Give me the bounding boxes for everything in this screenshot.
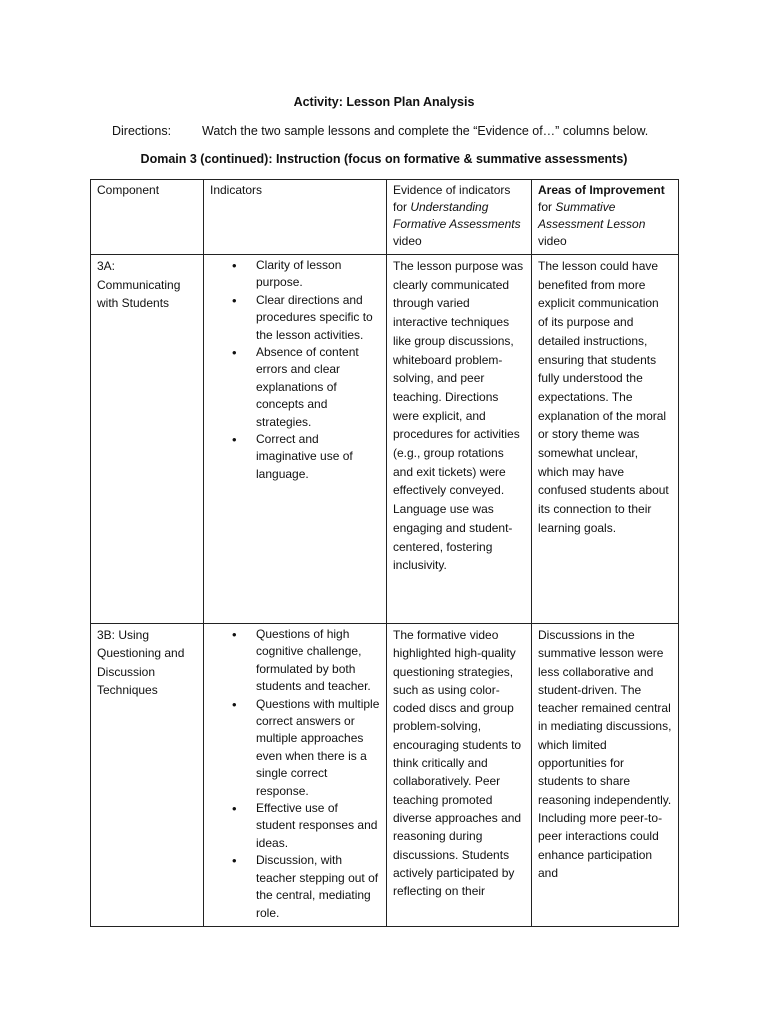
table-row <box>91 255 679 624</box>
indicator-item: • Questions with multiple correct answers or multiple approaches even when there is a single correct response. <box>256 696 380 800</box>
header-areas-italic: Summative Assessment Lesson <box>538 200 646 231</box>
header-indicators: Indicators <box>204 180 387 255</box>
evidence-cell: The lesson purpose was clearly communicated through varied interactive techniques like group discussions, whiteboard problem-solving, and peer teaching. Directions were explicit, and procedures for activities (e.g., group rotations and exit tickets) were effectively conveyed. Language use was engaging and student-centered, fostering inclusivity. <box>387 255 532 624</box>
header-component: Component <box>91 180 204 255</box>
evidence-cell: The formative video highlighted high-quality questioning strategies, such as using color-coded discs and group problem-solving, encouraging students to think critically and collaboratively. Peer teaching promoted diverse approaches and reasoning during discussions. Students actively participated by reflecting on their <box>387 624 532 927</box>
header-areas-post: video <box>538 234 567 248</box>
directions-text: Watch the two sample lessons and complete the “Evidence of…” columns below. <box>202 124 649 138</box>
header-evidence-italic: Understanding Formative Assessments <box>393 200 521 231</box>
directions-label: Directions: <box>112 124 172 138</box>
table-header-row <box>91 180 679 255</box>
header-evidence-pre: Evidence of indicators for <box>393 183 511 214</box>
improvement-cell: Discussions in the summative lesson were less collaborative and student-driven. The teacher remained central in mediating discussions, which limited opportunities for students to share reasoning independently. Including more peer-to-peer interactions could enhance participation and <box>532 624 679 927</box>
indicators-cell <box>204 255 387 624</box>
indicator-item: • Clarity of lesson purpose. <box>256 257 380 292</box>
table-row <box>91 624 679 927</box>
header-evidence-post: video <box>393 234 422 248</box>
indicator-item: • Clear directions and procedures specific to the lesson activities. <box>256 292 380 344</box>
directions <box>112 124 648 138</box>
indicator-item: • Correct and imaginative use of language. <box>256 431 380 483</box>
header-areas-pre: for <box>538 200 556 214</box>
indicator-list <box>210 257 380 483</box>
improvement-cell: The lesson could have benefited from more explicit communication of its purpose and detailed instructions, ensuring that students fully understood the expectations. The explanation of the moral or story theme was somewhat unclear, which may have confused students about its connection to their learning goals. <box>532 255 679 624</box>
header-areas-bold: Areas of Improvement <box>538 183 665 197</box>
domain-heading: Domain 3 (continued): Instruction (focus on formative & summative assessments) <box>140 152 628 166</box>
indicators-cell <box>204 624 387 927</box>
indicator-item: • Effective use of student responses and ideas. <box>256 800 380 852</box>
lesson-analysis-table <box>90 179 679 927</box>
header-improvement <box>532 180 679 255</box>
indicator-item: • Discussion, with teacher stepping out of the central, mediating role. <box>256 852 380 922</box>
component-cell: 3A: Communicating with Students <box>91 255 204 624</box>
indicator-item: • Absence of content errors and clear explanations of concepts and strategies. <box>256 344 380 431</box>
indicator-item: • Questions of high cognitive challenge, formulated by both students and teacher. <box>256 626 380 696</box>
page-title: Activity: Lesson Plan Analysis <box>293 95 475 109</box>
indicator-list <box>210 626 380 922</box>
header-evidence <box>387 180 532 255</box>
component-cell: 3B: Using Questioning and Discussion Techniques <box>91 624 204 927</box>
